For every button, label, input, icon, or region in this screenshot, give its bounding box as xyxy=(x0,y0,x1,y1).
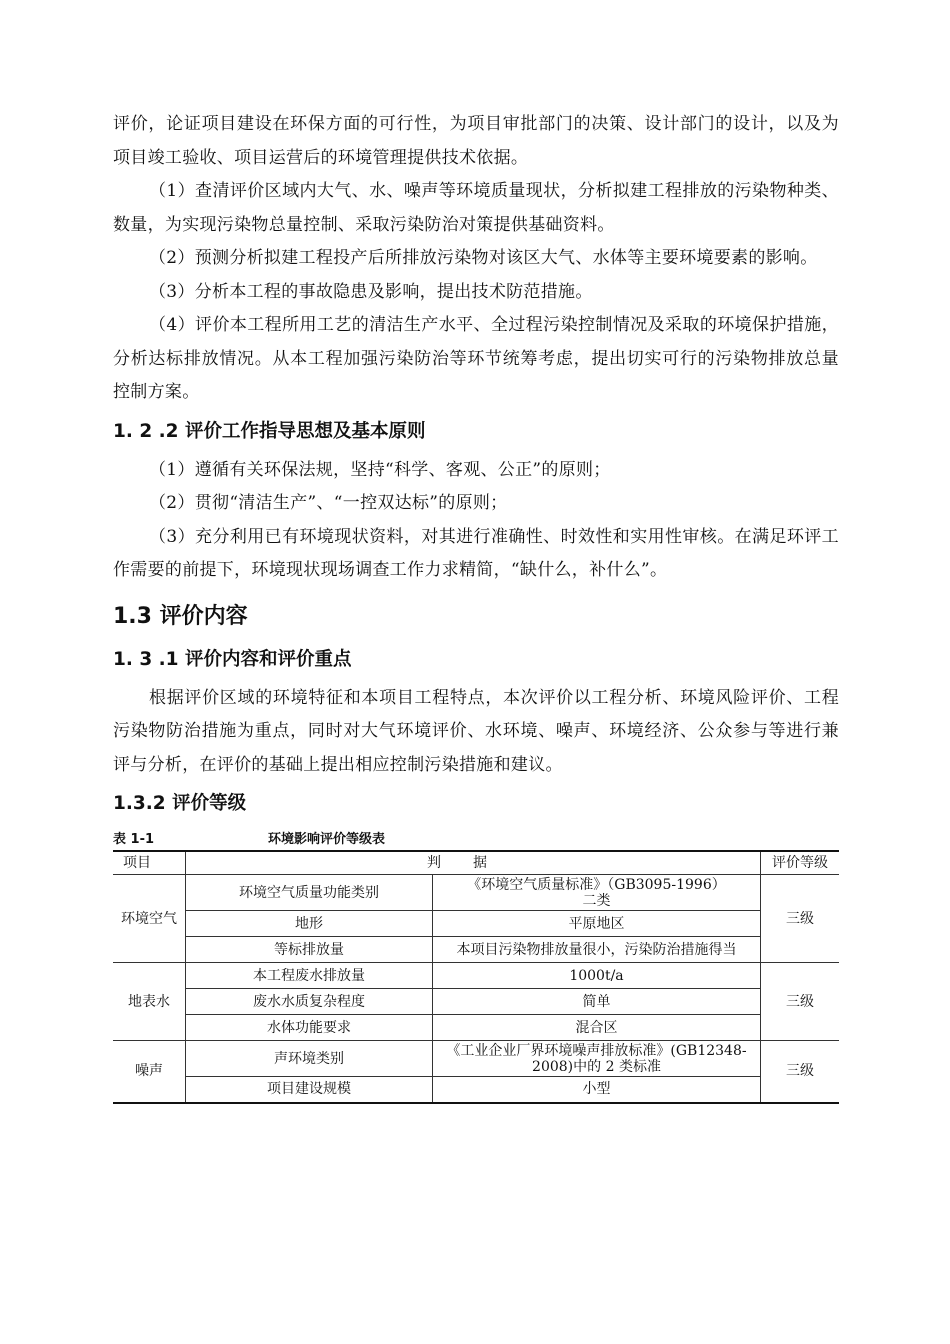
assessment-level-table xyxy=(113,850,839,1104)
level-cell-air: 三级 xyxy=(761,875,840,963)
basis-cell: 《工业企业厂界环境噪声排放标准》(GB12348-2008)中的 2 类标准 xyxy=(433,1041,761,1077)
table-header-row xyxy=(113,851,839,875)
paragraph: （3）分析本工程的事故隐患及影响，提出技术防范措施。 xyxy=(149,281,593,302)
group-name-noise: 噪声 xyxy=(113,1041,186,1103)
paragraph: 根据评价区域的环境特征和本项目工程特点，本次评价以工程分析、环境风险评价、工程污染物防治措施为重点，同时对大气环境评价、水环境、噪声、环境经济、公众参与等进行兼评与分析，在评价的基础上提出相应控制污染措施和建议。 xyxy=(113,687,839,775)
factor-cell: 声环境类别 xyxy=(186,1041,433,1077)
paragraph: （4）评价本工程所用工艺的清洁生产水平、全过程污染控制情况及采取的环境保护措施，分析达标排放情况。从本工程加强污染防治等环节统筹考虑，提出切实可行的污染物排放总量控制方案。 xyxy=(113,315,839,402)
header-level: 评价等级 xyxy=(761,851,840,875)
paragraph: （1）遵循有关环保法规，坚持“科学、客观、公正”的原则； xyxy=(149,459,611,480)
table-row xyxy=(113,989,839,1015)
group-name-air: 环境空气 xyxy=(113,875,186,963)
factor-cell: 项目建设规模 xyxy=(186,1077,433,1103)
factor-cell: 地形 xyxy=(186,911,433,937)
section-heading-1-3-1: 1. 3 .1 评价内容和评价重点 xyxy=(113,648,352,670)
header-basis: 判据 xyxy=(186,851,761,875)
table-row xyxy=(113,911,839,937)
section-heading-1-3: 1.3 评价内容 xyxy=(113,603,248,629)
document-page xyxy=(113,108,839,1104)
level-cell-noise: 三级 xyxy=(761,1041,840,1103)
group-name-water: 地表水 xyxy=(113,963,186,1041)
factor-cell: 水体功能要求 xyxy=(186,1015,433,1041)
paragraph: （2）贯彻“清洁生产”、“一控双达标”的原则； xyxy=(149,493,508,513)
section-heading-1-2-2: 1. 2 .2 评价工作指导思想及基本原则 xyxy=(113,420,426,442)
table-row xyxy=(113,1077,839,1103)
table-title: 环境影响评价等级表 xyxy=(268,832,386,847)
level-cell-water: 三级 xyxy=(761,963,840,1041)
table-row xyxy=(113,875,839,911)
basis-cell: 简单 xyxy=(433,989,761,1015)
factor-cell: 本工程废水排放量 xyxy=(186,963,433,989)
paragraph: （3）充分利用已有环境现状资料，对其进行准确性、时效性和实用性审核。在满足环评工作需要的前提下，环境现状现场调查工作力求精简，“缺什么，补什么”。 xyxy=(113,526,839,580)
basis-cell: 1000t/a xyxy=(433,963,761,989)
basis-cell: 混合区 xyxy=(433,1015,761,1041)
table-number: 表 1-1 xyxy=(113,832,155,847)
factor-cell: 等标排放量 xyxy=(186,937,433,963)
table-caption xyxy=(113,828,839,848)
factor-cell: 废水水质复杂程度 xyxy=(186,989,433,1015)
paragraph: 评价，论证项目建设在环保方面的可行性，为项目审批部门的决策、设计部门的设计，以及为项目竣工验收、项目运营后的环境管理提供技术依据。 xyxy=(113,114,839,168)
table-row xyxy=(113,1041,839,1077)
basis-cell: 本项目污染物排放量很小，污染防治措施得当 xyxy=(433,937,761,963)
section-heading-1-3-2: 1.3.2 评价等级 xyxy=(113,793,247,814)
table-row xyxy=(113,937,839,963)
basis-cell: 《环境空气质量标准》（GB3095-1996）二类 xyxy=(433,875,761,911)
factor-cell: 环境空气质量功能类别 xyxy=(186,875,433,911)
table-row xyxy=(113,1015,839,1041)
table-row xyxy=(113,963,839,989)
basis-cell: 平原地区 xyxy=(433,911,761,937)
paragraph: （2）预测分析拟建工程投产后所排放污染物对该区大气、水体等主要环境要素的影响。 xyxy=(149,248,818,268)
paragraph: （1）查清评价区域内大气、水、噪声等环境质量现状，分析拟建工程排放的污染物种类、数量，为实现污染物总量控制、采取污染防治对策提供基础资料。 xyxy=(113,181,839,235)
header-item: 项目 xyxy=(113,851,186,875)
basis-cell: 小型 xyxy=(433,1077,761,1103)
